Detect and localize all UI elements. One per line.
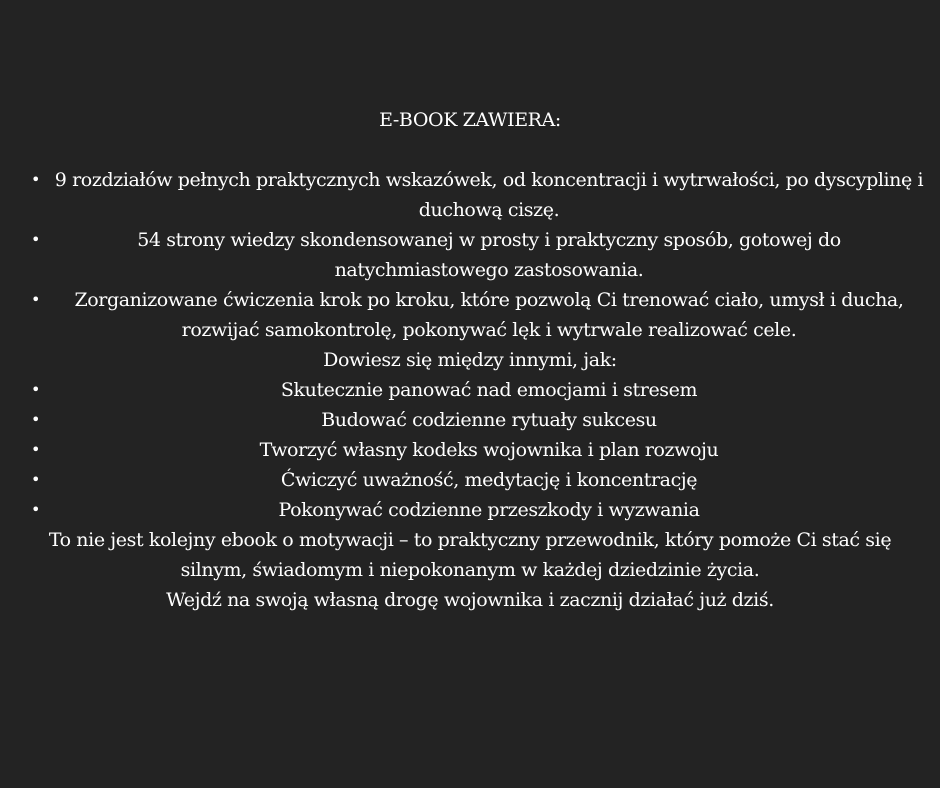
- learn-item: • Tworzyć własny kodeks wojownika i plan rozwoju: [0, 435, 940, 465]
- section-heading: E-BOOK ZAWIERA:: [379, 109, 561, 131]
- contents-item: • 54 strony wiedzy skondensowanej w prosty i praktyczny sposób, gotowej do natychmiastowego zastosowania.: [0, 225, 940, 285]
- learn-item: • Pokonywać codzienne przeszkody i wyzwania: [0, 495, 940, 525]
- learn-list: [0, 375, 940, 525]
- contents-item: • Zorganizowane ćwiczenia krok po kroku, które pozwolą Ci trenować ciało, umysł i ducha, rozwijać samokontrolę, pokonywać lęk i wytrwale realizować cele.: [0, 285, 940, 345]
- learn-item: • Ćwiczyć uważność, medytację i koncentrację: [0, 465, 940, 495]
- learn-intro: Dowiesz się między innymi, jak:: [323, 349, 617, 371]
- ebook-description: [0, 105, 940, 615]
- spacer: [0, 135, 940, 165]
- contents-list: [0, 165, 940, 345]
- learn-item: • Budować codzienne rytuały sukcesu: [0, 405, 940, 435]
- closing-paragraph: To nie jest kolejny ebook o motywacji – to praktyczny przewodnik, który pomoże Ci stać się silnym, świadomym i niepokonanym w każdej dziedzinie życia.: [48, 529, 892, 581]
- contents-item: • 9 rozdziałów pełnych praktycznych wskazówek, od koncentracji i wytrwałości, po dyscyplinę i duchową ciszę.: [0, 165, 940, 225]
- learn-item: • Skutecznie panować nad emocjami i stresem: [0, 375, 940, 405]
- call-to-action: Wejdź na swoją własną drogę wojownika i zacznij działać już dziś.: [166, 589, 774, 611]
